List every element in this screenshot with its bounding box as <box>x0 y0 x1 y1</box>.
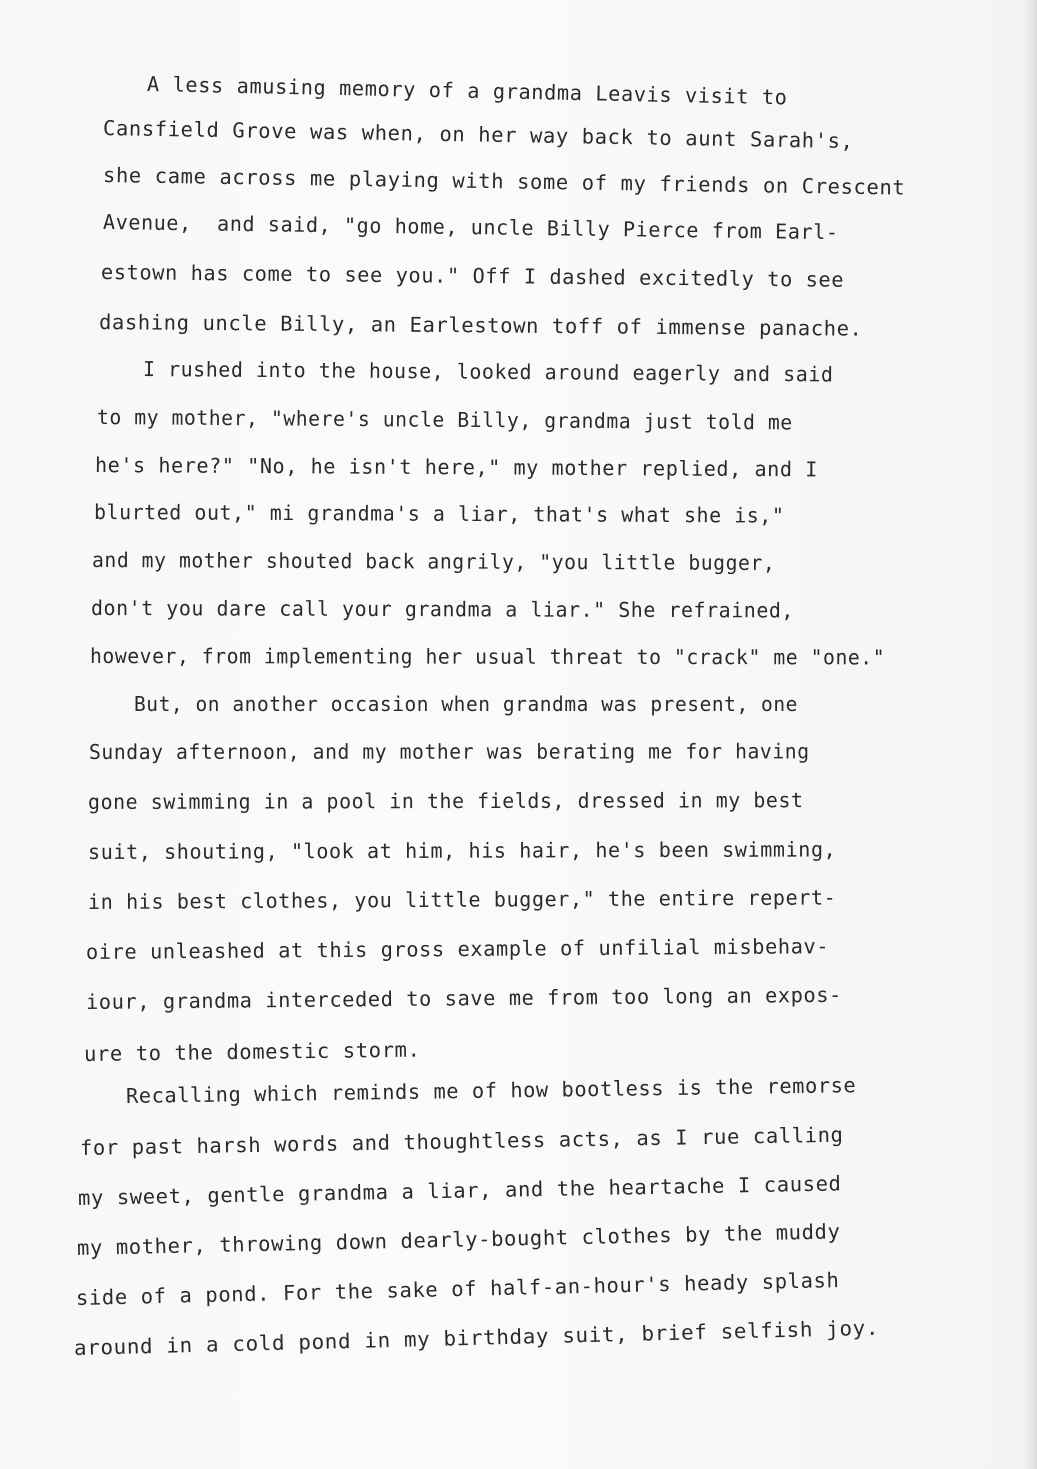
text-line: he's here?" "No, he isn't here," my mother replied, and I <box>94 453 819 482</box>
text-line: Recalling which reminds me of how bootless is the remorse <box>125 1073 857 1108</box>
text-line: Sunday afternoon, and my mother was berating me for having <box>88 739 810 764</box>
text-line: ure to the domestic storm. <box>83 1037 421 1066</box>
text-line: blurted out," mi grandma's a liar, that's what she is," <box>93 500 785 528</box>
text-line: iour, grandma interceded to save me from too long an expos- <box>85 982 843 1014</box>
text-line: however, from implementing her usual threat to "crack" me "one." <box>89 644 886 670</box>
text-line: and my mother shouted back angrily, "you little bugger, <box>91 548 776 575</box>
text-line: around in a cold pond in my birthday suit, brief selfish joy. <box>73 1315 880 1360</box>
text-line: A less amusing memory of a grandma Leavis visit to <box>146 72 788 110</box>
text-line: suit, shouting, "look at him, his hair, he's been swimming, <box>87 837 837 864</box>
text-line: dashing uncle Billy, an Earlestown toff of immense panache. <box>98 310 863 341</box>
text-line: for past harsh words and thoughtless acts, as I rue calling <box>79 1122 844 1160</box>
text-line: my sweet, gentle grandma a liar, and the heartache I caused <box>77 1171 842 1210</box>
text-line: she came across me playing with some of my friends on Crescent <box>102 163 906 200</box>
text-line: my mother, throwing down dearly-bought clothes by the muddy <box>76 1219 841 1260</box>
text-line: gone swimming in a pool in the fields, dressed in my best <box>87 788 804 814</box>
text-line: But, on another occasion when grandma was present, one <box>134 692 798 716</box>
text-line: in his best clothes, you little bugger," the entire repert- <box>87 885 837 914</box>
text-line: I rushed into the house, looked around eagerly and said <box>142 357 834 387</box>
text-line: Avenue, and said, "go home, uncle Billy Pierce from Earl- <box>102 210 839 245</box>
text-line: to my mother, "where's uncle Billy, grandma just told me <box>96 405 793 435</box>
page-edge-shadow <box>1023 0 1037 1469</box>
text-line: estown has come to see you." Off I dashed excitedly to see <box>100 260 845 292</box>
text-line: Cansfield Grove was when, on her way back to aunt Sarah's, <box>102 116 854 154</box>
text-line: side of a pond. For the sake of half-an-hour's heady splash <box>75 1268 840 1310</box>
text-line: don't you dare call your grandma a liar." She refrained, <box>90 596 795 623</box>
text-line: oire unleashed at this gross example of unfilial misbehav- <box>85 934 830 964</box>
